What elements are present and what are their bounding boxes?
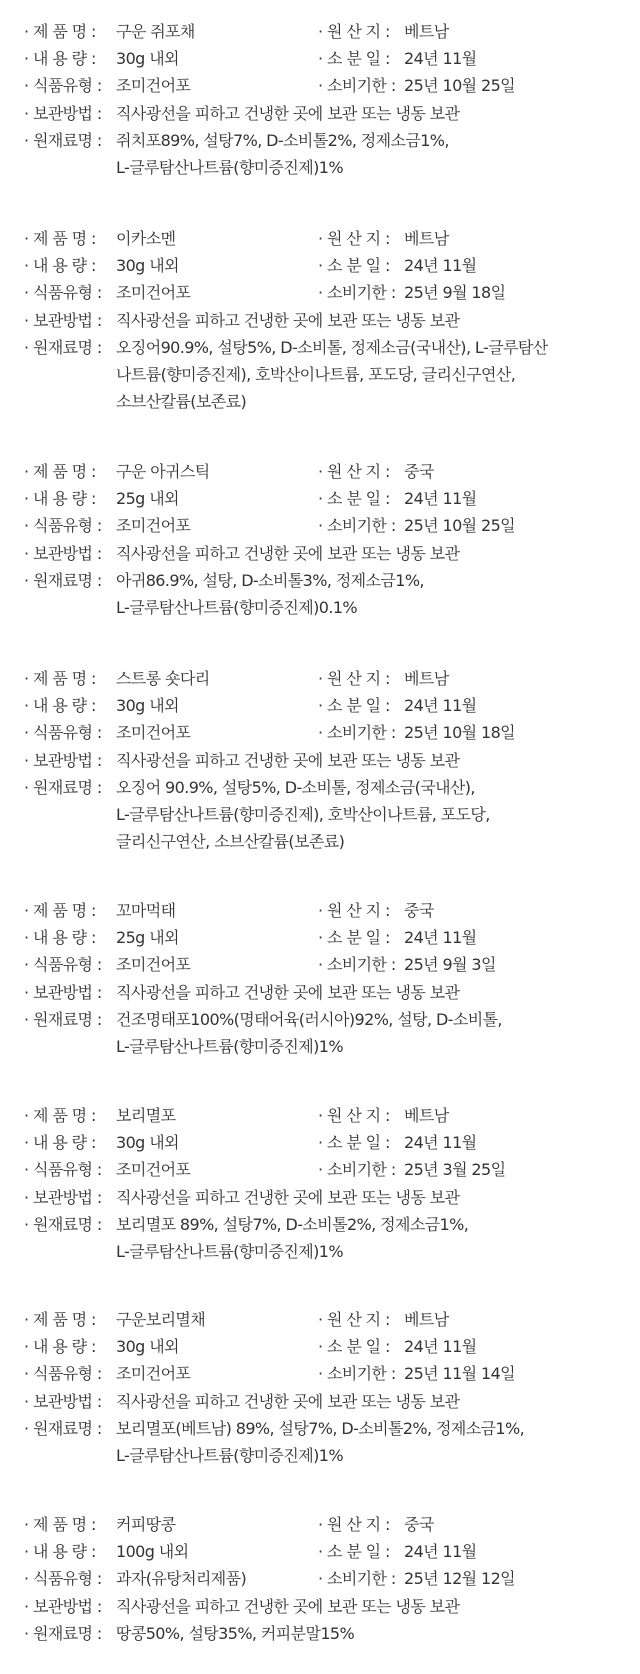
product-name-label: · 제 품 명 :: [24, 901, 96, 920]
ingredients-label: · 원재료명 :: [24, 1215, 102, 1234]
expiry-value: 25년 11월 14일: [404, 1364, 516, 1383]
packed-date-value: 24년 11월: [404, 928, 477, 947]
ingredients-row: [0, 335, 640, 361]
packed-date-value: 24년 11월: [404, 1337, 477, 1356]
origin-value: 베트남: [404, 1106, 449, 1125]
volume-label: · 내 용 량 :: [24, 1133, 96, 1152]
storage-label: · 보관방법 :: [24, 1188, 102, 1207]
product-name-label: · 제 품 명 :: [24, 22, 96, 41]
storage-value: 직사광선을 피하고 건냉한 곳에 보관 또는 냉동 보관: [116, 1188, 460, 1207]
ingredients-label: · 원재료명 :: [24, 131, 102, 150]
storage-label: · 보관방법 :: [24, 1392, 102, 1411]
ingredients-line: 오징어 90.9%, 설탕5%, D-소비톨, 정제소금(국내산),: [116, 778, 475, 797]
name-origin-row: [0, 226, 640, 252]
expiry-label: · 소비기한 :: [318, 516, 396, 535]
expiry-label: · 소비기한 :: [318, 1160, 396, 1179]
storage-value: 직사광선을 피하고 건냉한 곳에 보관 또는 냉동 보관: [116, 544, 460, 563]
food-type-value: 조미건어포: [116, 1160, 191, 1179]
expiry-value: 25년 9월 18일: [404, 283, 506, 302]
origin-value: 중국: [404, 462, 434, 481]
storage-label: · 보관방법 :: [24, 311, 102, 330]
storage-row: [0, 308, 640, 334]
storage-value: 직사광선을 피하고 건냉한 곳에 보관 또는 냉동 보관: [116, 1392, 460, 1411]
storage-value: 직사광선을 피하고 건냉한 곳에 보관 또는 냉동 보관: [116, 1597, 460, 1616]
packed-date-label: · 소 분 일 :: [318, 696, 390, 715]
ingredients-label: · 원재료명 :: [24, 338, 102, 357]
origin-value: 베트남: [404, 22, 449, 41]
volume-value: 100g 내외: [116, 1542, 189, 1561]
expiry-value: 25년 10월 25일: [404, 76, 516, 95]
origin-value: 중국: [404, 901, 434, 920]
ingredients-line: 나트륨(향미증진제), 호박산이나트륨, 포도당, 글리신구연산,: [116, 365, 516, 384]
volume-value: 25g 내외: [116, 928, 179, 947]
ingredients-label: · 원재료명 :: [24, 571, 102, 590]
product-name-label: · 제 품 명 :: [24, 1106, 96, 1125]
ingredients-line: 소브산칼륨(보존료): [116, 392, 247, 411]
food-type-value: 조미건어포: [116, 283, 191, 302]
type-expiry-row: [0, 1566, 640, 1592]
product-name: 꼬마먹태: [116, 901, 176, 920]
packed-date-label: · 소 분 일 :: [318, 256, 390, 275]
product-name: 커피땅콩: [116, 1515, 176, 1534]
ingredients-line: 아귀86.9%, 설탕, D-소비톨3%, 정제소금1%,: [116, 571, 424, 590]
storage-row: [0, 748, 640, 774]
product-name-label: · 제 품 명 :: [24, 462, 96, 481]
volume-label: · 내 용 량 :: [24, 256, 96, 275]
product-name: 스트롱 숏다리: [116, 669, 210, 688]
packed-date-value: 24년 11월: [404, 256, 477, 275]
volume-packed-row: [0, 693, 640, 719]
volume-value: 25g 내외: [116, 489, 179, 508]
food-type-label: · 식품유형 :: [24, 76, 102, 95]
ingredients-line: L-글루탐산나트륨(향미증진제)0.1%: [116, 598, 358, 617]
name-origin-row: [0, 1103, 640, 1129]
volume-packed-row: [0, 253, 640, 279]
product-name-label: · 제 품 명 :: [24, 1515, 96, 1534]
food-type-label: · 식품유형 :: [24, 516, 102, 535]
volume-packed-row: [0, 1334, 640, 1360]
storage-label: · 보관방법 :: [24, 983, 102, 1002]
ingredients-label: · 원재료명 :: [24, 1624, 102, 1643]
product-name-label: · 제 품 명 :: [24, 669, 96, 688]
storage-value: 직사광선을 피하고 건냉한 곳에 보관 또는 냉동 보관: [116, 104, 460, 123]
volume-packed-row: [0, 1130, 640, 1156]
food-type-label: · 식품유형 :: [24, 283, 102, 302]
volume-label: · 내 용 량 :: [24, 489, 96, 508]
food-type-label: · 식품유형 :: [24, 1569, 102, 1588]
name-origin-row: [0, 898, 640, 924]
ingredients-line: 글리신구연산, 소브산칼륨(보존료): [116, 832, 345, 851]
packed-date-label: · 소 분 일 :: [318, 1133, 390, 1152]
origin-value: 베트남: [404, 1310, 449, 1329]
origin-label: · 원 산 지 :: [318, 1106, 390, 1125]
expiry-label: · 소비기한 :: [318, 283, 396, 302]
ingredients-line: 보리멸포 89%, 설탕7%, D-소비톨2%, 정제소금1%,: [116, 1215, 469, 1234]
food-type-label: · 식품유형 :: [24, 1160, 102, 1179]
ingredients-row: [0, 568, 640, 594]
origin-label: · 원 산 지 :: [318, 669, 390, 688]
volume-label: · 내 용 량 :: [24, 696, 96, 715]
origin-label: · 원 산 지 :: [318, 22, 390, 41]
ingredients-line: 땅콩50%, 설탕35%, 커피분말15%: [116, 1624, 355, 1643]
ingredients-label: · 원재료명 :: [24, 1010, 102, 1029]
food-type-label: · 식품유형 :: [24, 723, 102, 742]
packed-date-value: 24년 11월: [404, 489, 477, 508]
storage-value: 직사광선을 피하고 건냉한 곳에 보관 또는 냉동 보관: [116, 751, 460, 770]
storage-row: [0, 1594, 640, 1620]
expiry-label: · 소비기한 :: [318, 1569, 396, 1588]
ingredients-line: L-글루탐산나트륨(향미증진제)1%: [116, 158, 343, 177]
volume-packed-row: [0, 46, 640, 72]
volume-value: 30g 내외: [116, 1133, 179, 1152]
packed-date-value: 24년 11월: [404, 1133, 477, 1152]
name-origin-row: [0, 1512, 640, 1538]
food-type-value: 조미건어포: [116, 1364, 191, 1383]
packed-date-value: 24년 11월: [404, 696, 477, 715]
packed-date-value: 24년 11월: [404, 49, 477, 68]
origin-label: · 원 산 지 :: [318, 1515, 390, 1534]
origin-label: · 원 산 지 :: [318, 462, 390, 481]
ingredients-row: [0, 1007, 640, 1033]
packed-date-label: · 소 분 일 :: [318, 1337, 390, 1356]
expiry-label: · 소비기한 :: [318, 723, 396, 742]
ingredients-row: [0, 1621, 640, 1647]
volume-label: · 내 용 량 :: [24, 1337, 96, 1356]
volume-value: 30g 내외: [116, 256, 179, 275]
expiry-value: 25년 12월 12일: [404, 1569, 516, 1588]
food-type-value: 조미건어포: [116, 516, 191, 535]
type-expiry-row: [0, 952, 640, 978]
packed-date-label: · 소 분 일 :: [318, 49, 390, 68]
volume-packed-row: [0, 925, 640, 951]
ingredients-line: 쥐치포89%, 설탕7%, D-소비톨2%, 정제소금1%,: [116, 131, 449, 150]
name-origin-row: [0, 666, 640, 692]
ingredients-row: [0, 1416, 640, 1442]
volume-label: · 내 용 량 :: [24, 1542, 96, 1561]
ingredients-row: [0, 128, 640, 154]
storage-row: [0, 541, 640, 567]
type-expiry-row: [0, 1157, 640, 1183]
volume-value: 30g 내외: [116, 696, 179, 715]
origin-label: · 원 산 지 :: [318, 1310, 390, 1329]
volume-label: · 내 용 량 :: [24, 49, 96, 68]
expiry-value: 25년 3월 25일: [404, 1160, 506, 1179]
food-type-value: 조미건어포: [116, 955, 191, 974]
storage-row: [0, 1185, 640, 1211]
ingredients-row: [0, 775, 640, 801]
name-origin-row: [0, 19, 640, 45]
ingredients-line: L-글루탐산나트륨(향미증진제), 호박산이나트륨, 포도당,: [116, 805, 490, 824]
type-expiry-row: [0, 720, 640, 746]
ingredients-label: · 원재료명 :: [24, 778, 102, 797]
product-name: 구운 쥐포채: [116, 22, 195, 41]
volume-packed-row: [0, 486, 640, 512]
ingredients-line: 건조명태포100%(명태어육(러시아)92%, 설탕, D-소비톨,: [116, 1010, 502, 1029]
ingredients-line: 보리멸포(베트남) 89%, 설탕7%, D-소비톨2%, 정제소금1%,: [116, 1419, 525, 1438]
ingredients-line: 오징어90.9%, 설탕5%, D-소비톨, 정제소금(국내산), L-글루탐산: [116, 338, 548, 357]
origin-value: 중국: [404, 1515, 434, 1534]
packed-date-value: 24년 11월: [404, 1542, 477, 1561]
storage-value: 직사광선을 피하고 건냉한 곳에 보관 또는 냉동 보관: [116, 311, 460, 330]
origin-value: 베트남: [404, 669, 449, 688]
expiry-label: · 소비기한 :: [318, 76, 396, 95]
storage-label: · 보관방법 :: [24, 104, 102, 123]
expiry-value: 25년 10월 25일: [404, 516, 516, 535]
ingredients-row: [0, 1212, 640, 1238]
packed-date-label: · 소 분 일 :: [318, 928, 390, 947]
food-type-label: · 식품유형 :: [24, 1364, 102, 1383]
storage-value: 직사광선을 피하고 건냉한 곳에 보관 또는 냉동 보관: [116, 983, 460, 1002]
origin-label: · 원 산 지 :: [318, 901, 390, 920]
food-type-value: 조미건어포: [116, 76, 191, 95]
storage-row: [0, 980, 640, 1006]
ingredients-label: · 원재료명 :: [24, 1419, 102, 1438]
ingredients-line: L-글루탐산나트륨(향미증진제)1%: [116, 1037, 343, 1056]
product-name-label: · 제 품 명 :: [24, 229, 96, 248]
ingredients-line: L-글루탐산나트륨(향미증진제)1%: [116, 1446, 343, 1465]
packed-date-label: · 소 분 일 :: [318, 489, 390, 508]
food-type-label: · 식품유형 :: [24, 955, 102, 974]
expiry-value: 25년 9월 3일: [404, 955, 496, 974]
product-name: 구운보리멸채: [116, 1310, 206, 1329]
storage-label: · 보관방법 :: [24, 1597, 102, 1616]
name-origin-row: [0, 1307, 640, 1333]
product-name-label: · 제 품 명 :: [24, 1310, 96, 1329]
expiry-label: · 소비기한 :: [318, 955, 396, 974]
type-expiry-row: [0, 1361, 640, 1387]
type-expiry-row: [0, 513, 640, 539]
product-name: 이카소멘: [116, 229, 176, 248]
type-expiry-row: [0, 280, 640, 306]
food-type-value: 조미건어포: [116, 723, 191, 742]
expiry-label: · 소비기한 :: [318, 1364, 396, 1383]
expiry-value: 25년 10월 18일: [404, 723, 516, 742]
ingredients-line: L-글루탐산나트륨(향미증진제)1%: [116, 1242, 343, 1261]
type-expiry-row: [0, 73, 640, 99]
name-origin-row: [0, 459, 640, 485]
product-name: 보리멸포: [116, 1106, 176, 1125]
origin-label: · 원 산 지 :: [318, 229, 390, 248]
volume-value: 30g 내외: [116, 49, 179, 68]
packed-date-label: · 소 분 일 :: [318, 1542, 390, 1561]
storage-label: · 보관방법 :: [24, 544, 102, 563]
product-name: 구운 아귀스틱: [116, 462, 210, 481]
storage-row: [0, 101, 640, 127]
storage-label: · 보관방법 :: [24, 751, 102, 770]
food-type-value: 과자(유탕처리제품): [116, 1569, 247, 1588]
volume-packed-row: [0, 1539, 640, 1565]
origin-value: 베트남: [404, 229, 449, 248]
volume-value: 30g 내외: [116, 1337, 179, 1356]
storage-row: [0, 1389, 640, 1415]
volume-label: · 내 용 량 :: [24, 928, 96, 947]
